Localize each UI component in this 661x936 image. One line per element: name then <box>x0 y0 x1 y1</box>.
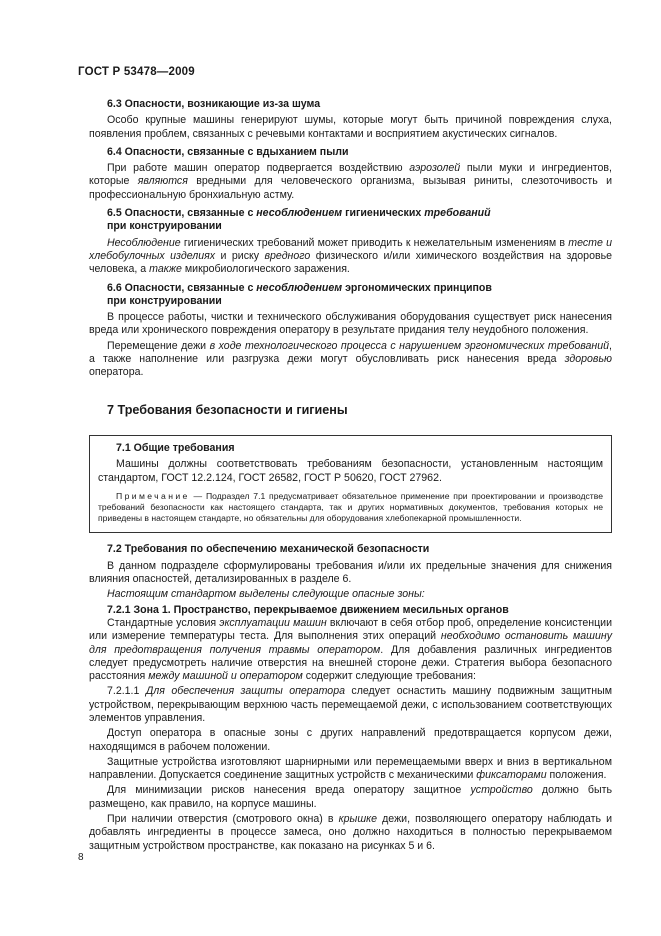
paragraph-7-1: Машины должны соответствовать требованиям безопасности, установленным настоящим стандартом, ГОСТ 12.2.124, ГОСТ 26582, ГОСТ Р 50620, ГОСТ 27962. <box>98 458 603 484</box>
paragraph-7-2-1: В данном подразделе сформулированы требования и/или их предельные значения для снижения влияния опасностей, детализированных в разделе 6. <box>89 559 612 586</box>
document-header: ГОСТ Р 53478—2009 <box>78 66 195 78</box>
heading-7-1: 7.1 Общие требования <box>116 441 235 454</box>
paragraph-6-6-2: Перемещение дежи в ходе технологического процесса с нарушением эргономических требований, а также наполнение или разгрузка дежи могут обусловливать риск нанесения вреда здоровью оператора. <box>89 339 612 379</box>
paragraph-7-2-5: Доступ оператора в опасные зоны с других направлений предотвращается корпусом дежи, находящимся в рабочем положении. <box>89 727 612 753</box>
heading-6-4: 6.4 Опасности, связанные с вдыханием пыли <box>107 145 349 158</box>
paragraph-7-2-8: При наличии отверстия (смотрового окна) в крышке дежи, позволяющего оператору наблюдать и добавлять ингредиенты в процессе замеса, оно должно находиться в полностью перекрываемом защитным устройством пространстве, как показано на рисунках 5 и 6. <box>89 813 612 852</box>
paragraph-6-4: При работе машин оператор подвергается воздействию аэрозолей пыли муки и ингредиентов, которые являются вредными для человеческого организма, вызывая риниты, слезоточивость и профессиональную бронхиальную астму. <box>89 162 612 201</box>
paragraph-6-6-1: В процессе работы, чистки и технического обслуживания оборудования существует риск нанесения вреда или хронического повреждения оператору в результате придания телу неудобного положения. <box>89 311 612 337</box>
note-7-1: Примечание — Подраздел 7.1 предусматривает обязательное применение при проектировании и производстве требований безопасности как настоящего стандарта, так и других нормативных документов, требования которых не приведены в настоящем стандарте, но обязательны для оборудования хлебопекарной промышленности. <box>98 490 603 524</box>
paragraph-6-3: Особо крупные машины генерируют шумы, которые могут быть причиной повреждения слуха, появления проблем, связанных с речевыми контактами и восприятием акустических сигналов. <box>89 114 612 140</box>
paragraph-7-2-7: Для минимизации рисков нанесения вреда оператору защитное устройство должно быть размещено, как правило, на корпусе машины. <box>89 784 612 810</box>
paragraph-7-2-2: Настоящим стандартом выделены следующие опасные зоны: <box>107 588 425 601</box>
heading-6-5: 6.5 Опасности, связанные с несоблюдением гигиенических требований при конструировании <box>107 207 491 233</box>
document-body <box>89 94 612 855</box>
paragraph-7-2-6: Защитные устройства изготовляют шарнирными или перемещаемыми вверх и вниз в вертикальном направлении. Допускается соединение защитных устройств с механическими фиксаторами положения. <box>89 755 612 782</box>
paragraph-7-2-1-1: 7.2.1.1 Для обеспечения защиты оператора следует оснастить машину подвижным защитным устройством, перекрывающим верхнюю часть перемещаемой дежи, с использованием соответствующих элементов управления. <box>89 685 613 724</box>
heading-6-3: 6.3 Опасности, возникающие из-за шума <box>107 98 321 110</box>
section-7-title: 7 Требования безопасности и гигиены <box>107 402 348 417</box>
box-7-1 <box>89 435 612 534</box>
heading-6-6: 6.6 Опасности, связанные с несоблюдением эргономических принципов при конструировании <box>107 281 492 307</box>
page-number: 8 <box>78 852 84 863</box>
paragraph-7-2-3: Стандартные условия эксплуатации машин включают в себя отбор проб, определение консистенции или измерение температуры теста. Для выполнения этих операций необходимо остановить машину для предотвращения получения травмы оператором. Для добавления различных ингредиентов следует предусмотреть наличие отверстия на внешней стороне дежи. Стратегия выбора безопасного расстояния между машиной и оператором содержит следующие требования: <box>89 616 612 683</box>
paragraph-6-5: Несоблюдение гигиенических требований может приводить к нежелательным изменениям в тесте и хлебобулочных изделиях и риску вредного физического и/или химического воздействия на здоровье человека, а также микробиологического заражения. <box>89 236 612 276</box>
heading-7-2-1: 7.2.1 Зона 1. Пространство, перекрываемое движением месильных органов <box>107 603 509 616</box>
note-label: Примечание <box>116 490 190 501</box>
heading-7-2: 7.2 Требования по обеспечению механической безопасности <box>107 543 430 556</box>
